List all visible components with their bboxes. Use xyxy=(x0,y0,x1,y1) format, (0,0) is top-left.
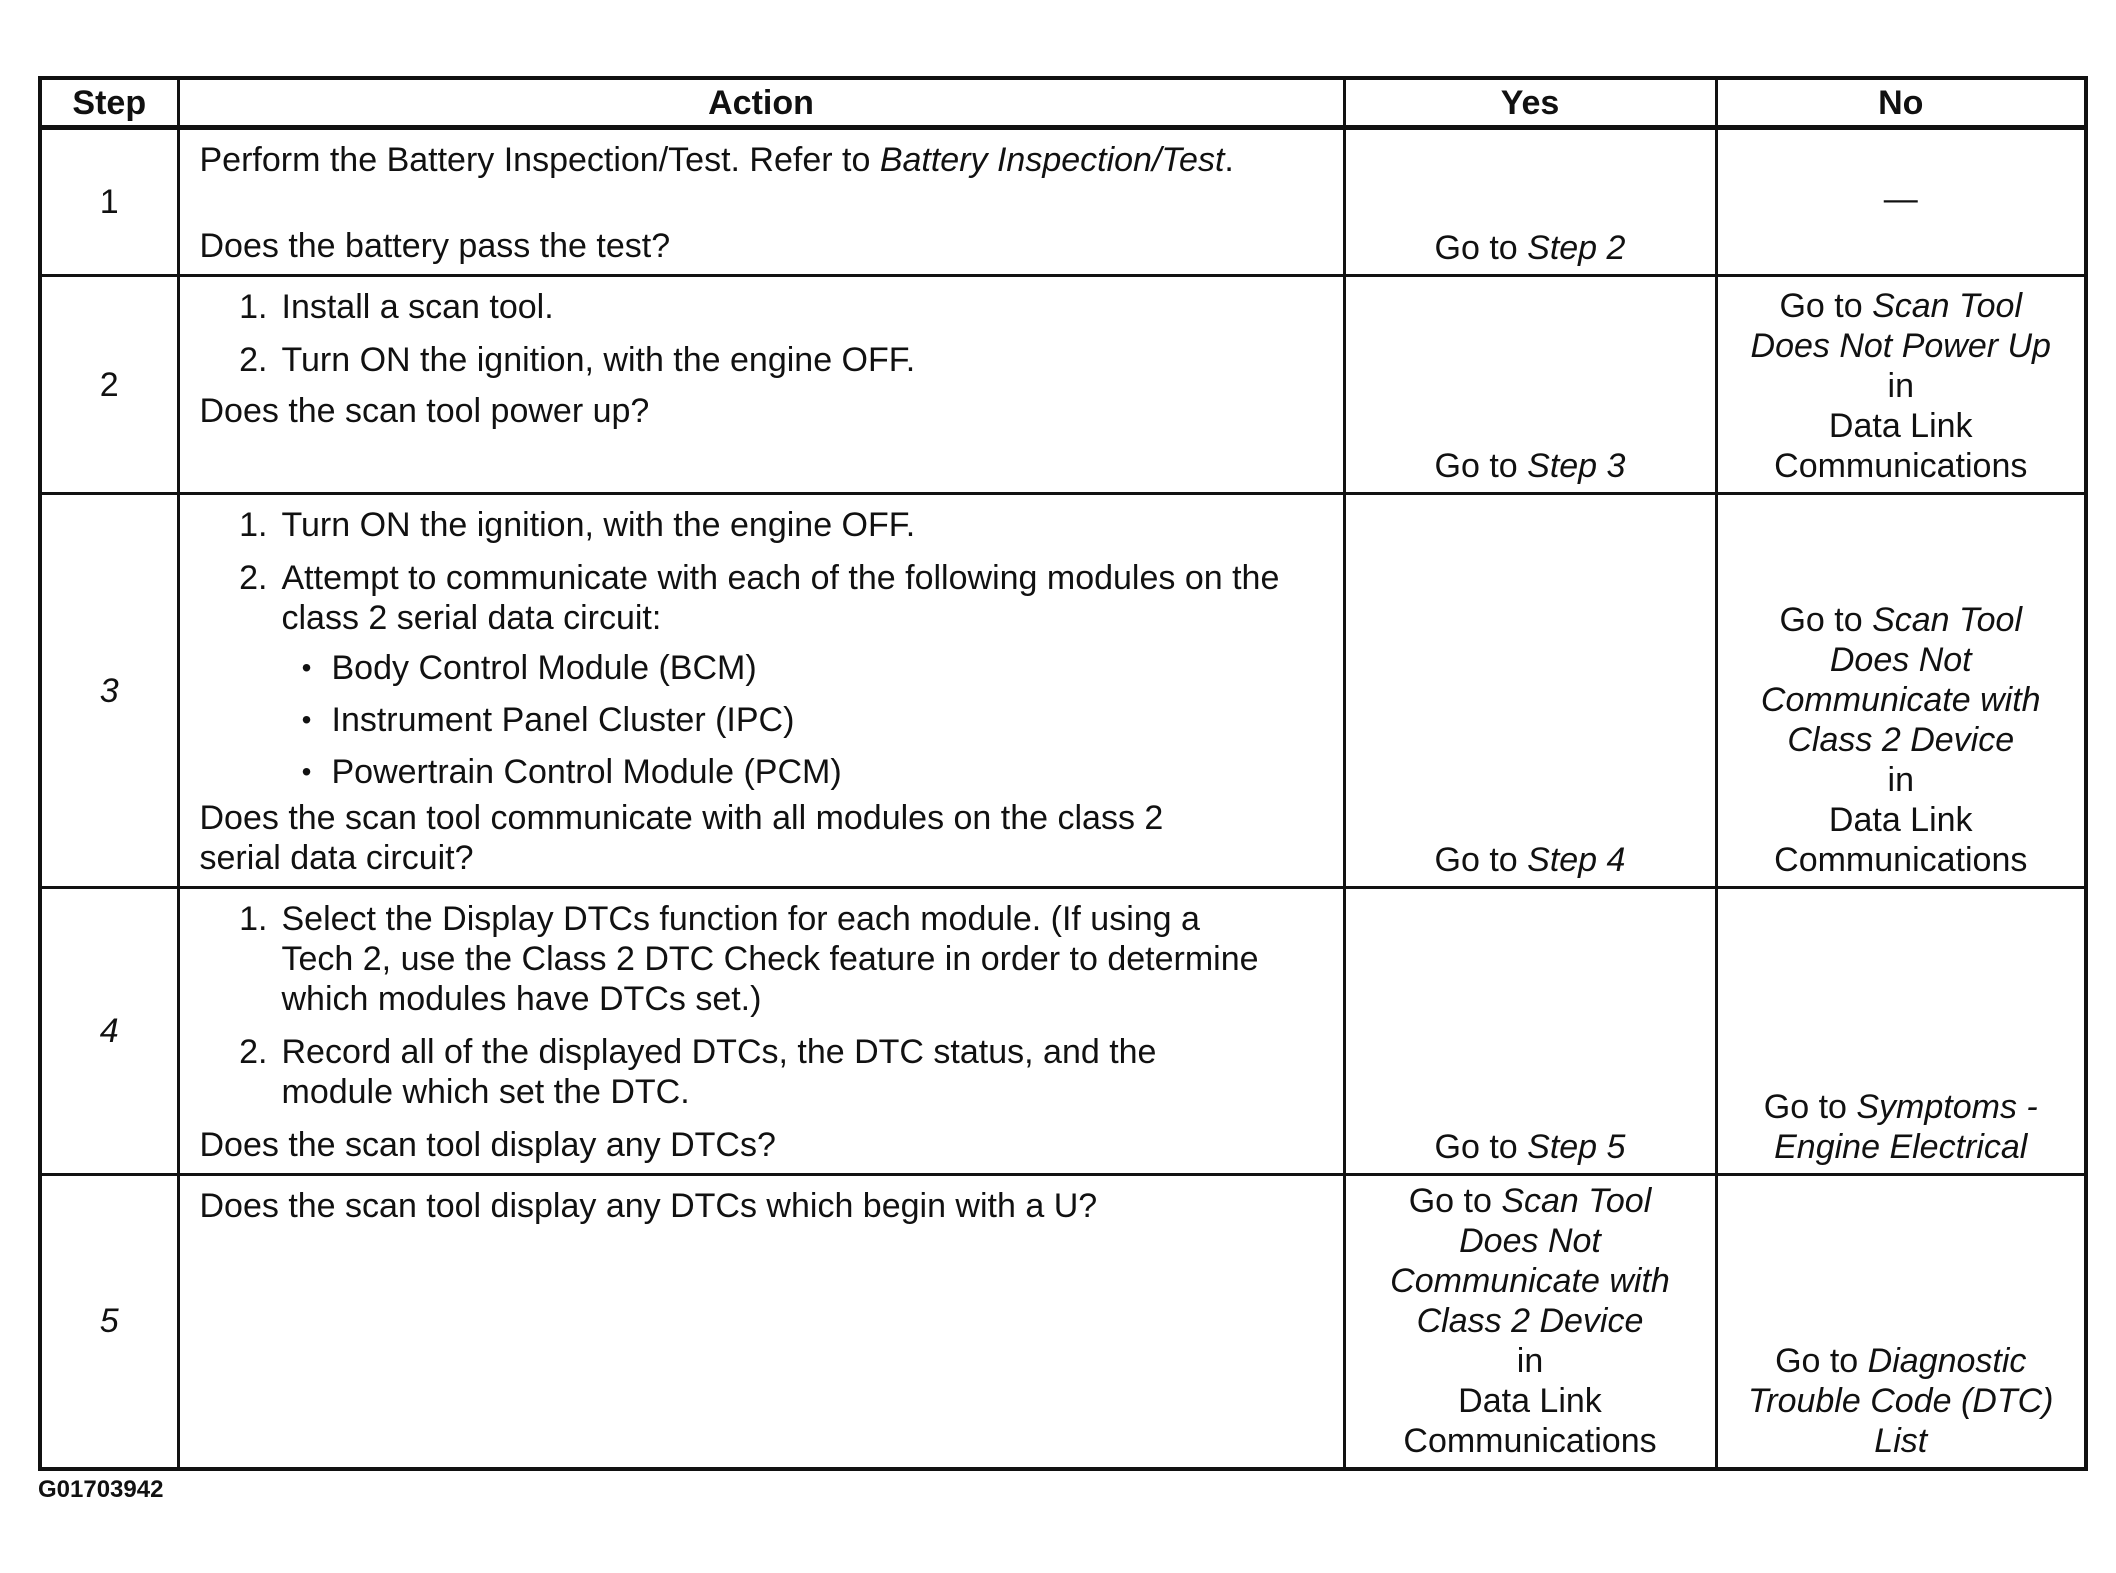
item-number: 2. xyxy=(239,341,268,379)
no-ref-link[interactable]: Trouble Code (DTC) xyxy=(1748,1381,2054,1420)
module-name: Instrument Panel Cluster (IPC) xyxy=(331,701,795,739)
list-item xyxy=(200,899,1263,1019)
header-row xyxy=(40,78,2086,128)
yes-cell xyxy=(1344,128,1716,276)
no-doc-text: Communications xyxy=(1774,841,2028,879)
table-row xyxy=(40,494,2086,888)
item-text: Turn ON the ignition, with the engine OFF. xyxy=(281,506,916,544)
yes-doc-text: Communications xyxy=(1403,1421,1657,1460)
step-number: 2 xyxy=(40,276,178,494)
item-number: 2. xyxy=(239,559,268,597)
header-action: Action xyxy=(178,78,1344,128)
yes-prefix: Go to xyxy=(1434,447,1528,485)
table-row xyxy=(40,276,2086,494)
item-text: Record all of the displayed DTCs, the DTC status, and the module which set the DTC. xyxy=(281,1033,1157,1111)
no-ref-link[interactable]: Class 2 Device xyxy=(1787,721,2015,759)
bullet-icon: • xyxy=(301,652,312,683)
instruction-period: . xyxy=(1224,141,1234,179)
action-instruction xyxy=(200,140,1333,180)
no-prefix: Go to xyxy=(1763,1088,1857,1126)
no-ref-link[interactable]: Does Not xyxy=(1829,641,1972,679)
yes-ref-line xyxy=(1346,1181,1715,1221)
no-prefix: Go to xyxy=(1779,287,1873,325)
yes-ref-link[interactable]: Communicate with xyxy=(1390,1261,1670,1300)
action-question: Does the scan tool power up? xyxy=(199,392,650,430)
instruction-text: Perform the Battery Inspection/Test. Refer to xyxy=(199,141,880,179)
no-in-text: in xyxy=(1887,761,1914,799)
list-item xyxy=(282,648,1333,688)
list-item xyxy=(282,752,1333,792)
list-item xyxy=(282,700,1333,740)
bullet-icon: • xyxy=(301,704,312,735)
step-number: 3 xyxy=(40,494,178,888)
action-question: Does the battery pass the test? xyxy=(199,227,671,265)
table-row xyxy=(40,888,2086,1175)
yes-step-link[interactable]: Step 2 xyxy=(1527,229,1626,267)
no-cell xyxy=(1716,494,2086,888)
action-steps xyxy=(200,287,1333,380)
yes-cell xyxy=(1344,888,1716,1175)
yes-ref-link[interactable]: Scan Tool xyxy=(1501,1181,1652,1220)
list-item xyxy=(200,1032,1263,1112)
module-list xyxy=(282,648,1333,792)
diagnostic-table xyxy=(38,76,2088,1471)
action-cell xyxy=(178,1175,1344,1469)
no-ref-link[interactable]: Engine Electrical xyxy=(1774,1128,2028,1166)
table-row xyxy=(40,1175,2086,1469)
action-question: Does the scan tool communicate with all modules on the class 2 serial data circuit? xyxy=(199,799,1164,877)
item-text: Select the Display DTCs function for each module. (If using a Tech 2, use the Class 2 DTC Check feature in order to determine which modules have DTCs set.) xyxy=(281,900,1259,1018)
no-prefix: Go to xyxy=(1775,1341,1868,1380)
action-cell xyxy=(178,888,1344,1175)
action-cell xyxy=(178,494,1344,888)
figure-id: G01703942 xyxy=(38,1476,164,1503)
list-item xyxy=(200,558,1333,804)
bullet-icon: • xyxy=(301,756,312,787)
yes-in-text: in xyxy=(1516,1341,1544,1380)
yes-prefix: Go to xyxy=(1434,841,1528,879)
list-item xyxy=(200,287,1333,327)
action-cell xyxy=(178,276,1344,494)
no-ref-line xyxy=(1718,286,2085,326)
yes-prefix: Go to xyxy=(1434,1128,1528,1166)
no-cell xyxy=(1716,128,2086,276)
yes-step-link[interactable]: Step 4 xyxy=(1527,841,1626,879)
yes-step-link[interactable]: Step 5 xyxy=(1527,1128,1626,1166)
action-steps xyxy=(200,505,1333,804)
no-ref-link[interactable]: Scan Tool xyxy=(1872,601,2023,639)
item-number: 1. xyxy=(239,288,268,326)
item-text: Turn ON the ignition, with the engine OFF. xyxy=(281,341,916,379)
step-number: 5 xyxy=(40,1175,178,1469)
table-row xyxy=(40,128,2086,276)
header-yes: Yes xyxy=(1344,78,1716,128)
yes-cell xyxy=(1344,494,1716,888)
no-ref-link[interactable]: List xyxy=(1874,1421,1928,1460)
no-doc-text: Data Link xyxy=(1828,407,1973,445)
yes-cell xyxy=(1344,1175,1716,1469)
yes-doc-text: Data Link xyxy=(1458,1381,1602,1420)
header-step: Step xyxy=(40,78,178,128)
step-number: 4 xyxy=(40,888,178,1175)
no-cell xyxy=(1716,1175,2086,1469)
module-name: Body Control Module (BCM) xyxy=(331,649,757,687)
yes-step-link[interactable]: Step 3 xyxy=(1527,447,1626,485)
no-ref-link[interactable]: Communicate with xyxy=(1760,681,2041,719)
no-doc-text: Data Link xyxy=(1828,801,1973,839)
yes-prefix: Go to xyxy=(1434,229,1528,267)
item-text: Attempt to communicate with each of the following modules on the class 2 serial data circuit: xyxy=(281,559,1280,637)
no-ref-link[interactable]: Does Not Power Up xyxy=(1750,327,2051,365)
step-number: 1 xyxy=(40,128,178,276)
no-doc-text: Communications xyxy=(1774,447,2028,485)
no-ref-link[interactable]: Diagnostic xyxy=(1867,1341,2027,1380)
item-body xyxy=(282,558,1333,804)
item-text: Install a scan tool. xyxy=(281,288,554,326)
no-ref-line xyxy=(1718,1341,2085,1381)
no-in-text: in xyxy=(1887,367,1914,405)
no-ref-line xyxy=(1718,1087,2085,1127)
header-no: No xyxy=(1716,78,2086,128)
item-number: 2. xyxy=(239,1033,268,1071)
yes-prefix: Go to xyxy=(1408,1181,1502,1220)
item-number: 1. xyxy=(239,506,268,544)
action-steps xyxy=(200,899,1263,1112)
action-question: Does the scan tool display any DTCs? xyxy=(199,1126,776,1164)
no-cell xyxy=(1716,276,2086,494)
action-question: Does the scan tool display any DTCs which begin with a U? xyxy=(199,1187,1098,1225)
no-dash: — xyxy=(1883,180,1918,218)
yes-ref-link[interactable]: Does Not xyxy=(1459,1221,1601,1260)
list-item xyxy=(200,340,1333,380)
no-ref-link[interactable]: Scan Tool xyxy=(1872,287,2023,325)
yes-cell xyxy=(1344,276,1716,494)
module-name: Powertrain Control Module (PCM) xyxy=(331,753,842,791)
no-ref-line xyxy=(1718,600,2085,640)
action-cell xyxy=(178,128,1344,276)
no-cell xyxy=(1716,888,2086,1175)
no-ref-link[interactable]: Symptoms - xyxy=(1856,1088,2038,1126)
item-number: 1. xyxy=(239,900,268,938)
yes-ref-link[interactable]: Class 2 Device xyxy=(1416,1301,1644,1340)
no-prefix: Go to xyxy=(1779,601,1873,639)
reference-link[interactable]: Battery Inspection/Test xyxy=(879,141,1225,179)
list-item xyxy=(200,505,1333,545)
